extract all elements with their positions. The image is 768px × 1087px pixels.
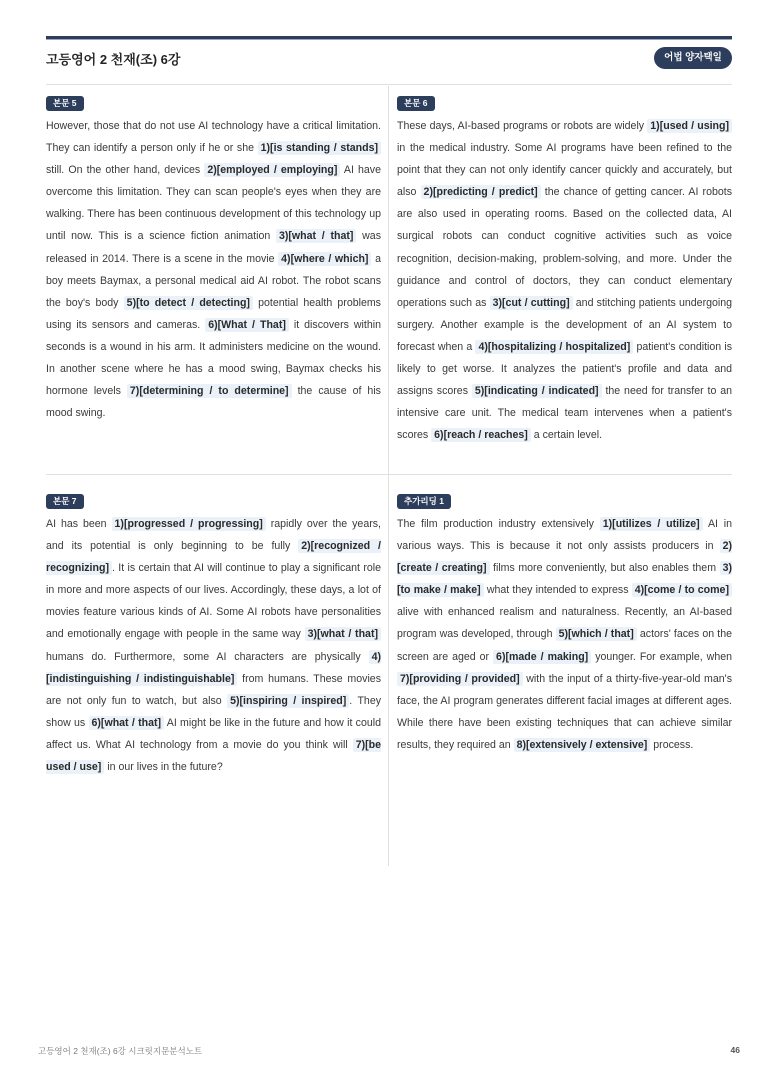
passage-text: and stitching patients undergoing surgery. Another example is the development of an AI system to forecast when a — [397, 296, 733, 353]
passage-text: actors' faces on the screen are aged or — [397, 628, 732, 663]
passage-text: . It is certain that AI will continue to play a significant role in more and more aspects of our lives. Accordingly, these days, a lot of movies feature various kinds of AI. Some AI robots have personalities and emotionally engage with people in the same way — [46, 562, 381, 641]
passage-text: in our lives in the future? — [104, 761, 223, 774]
answer-choice: 3)[cut / cutting] — [490, 296, 573, 310]
passage-text: the need for transfer to an intensive care unit. The medical team intervenes when a patient's scores — [397, 385, 732, 442]
answer-choice: 8)[extensively / extensive] — [514, 738, 651, 752]
answer-choice: 4)[hospitalizing / hospitalized] — [475, 340, 633, 354]
page-number: 46 — [730, 1045, 740, 1055]
passage-text: AI have overcome this limitation. They can scan people's eyes when they are walking. There has been continuous development of this technology up until now. This is a science fiction animation — [46, 164, 381, 243]
footer-text: 고등영어 2 천재(조) 6강 시크릿지문분석노트 — [38, 1046, 203, 1056]
section-text-6 — [397, 93, 732, 446]
passage-text: The film production industry extensively — [397, 518, 600, 530]
passage-text: patient's condition is likely to get worse. It analyzes the patient's profile and data and assigns scores — [397, 340, 733, 398]
page-title: 고등영어 2 천재(조) 6강 — [46, 52, 181, 67]
answer-choice: 1)[is standing / stands] — [258, 141, 381, 155]
passage-paragraph — [46, 513, 381, 778]
passage-text: from humans. These movies are not only fun to watch, but also — [46, 672, 381, 707]
answer-choice: 6)[made / making] — [493, 650, 591, 664]
column-divider — [388, 86, 389, 866]
section-badge: 추가리딩 1 — [397, 494, 451, 509]
passage-text: However, those that do not use AI technology have a critical limitation. They can identify a person only if he or she — [46, 120, 381, 155]
passage-text: AI in various ways. This is because it not only assists producers in — [397, 518, 733, 553]
middle-divider — [46, 474, 732, 475]
passage-text: in the medical industry. Some AI programs have been refined to the point that they can not only identify cancer quickly and accurately, but also — [397, 142, 732, 199]
passage-text: a certain level. — [530, 429, 603, 442]
answer-choice: 5)[which / that] — [556, 627, 637, 641]
passage-paragraph — [46, 115, 381, 424]
passage-paragraph — [397, 115, 732, 446]
passage-text: it discovers within seconds is a wound in his arm. It administers medicine on the wound. In another scene where he has a mood swing, Baymax checks his hormone levels — [46, 318, 381, 398]
passage-text: films more conveniently, but also enables them — [489, 562, 720, 575]
passage-text: These days, AI-based programs or robots are widely — [397, 120, 648, 132]
passage-text: AI has been — [46, 518, 112, 530]
answer-choice: 4)[where / which] — [278, 252, 371, 266]
answer-choice: 1)[used / using] — [647, 119, 732, 133]
passage-paragraph — [397, 513, 732, 756]
passage-text: the cause of his mood swing. — [46, 385, 381, 420]
passage-text: rapidly over the years, and its potential is only beginning to be fully — [46, 518, 381, 553]
answer-choice: 5)[to detect / detecting] — [124, 296, 253, 310]
answer-choice: 3)[what / that] — [305, 627, 381, 641]
answer-choice: 3)[to make / make] — [397, 562, 732, 597]
passage-text: . They show us — [46, 694, 382, 729]
passage-text: humans do. Furthermore, some AI characters are physically — [46, 650, 369, 663]
category-badge: 어법 양자택일 — [654, 47, 732, 69]
section-extra-reading-1 — [397, 491, 732, 756]
section-text-5 — [46, 93, 381, 424]
answer-choice: 5)[inspiring / inspired] — [227, 694, 349, 708]
answer-choice: 7)[be used / use] — [46, 738, 381, 774]
passage-text: still. On the other hand, devices — [46, 164, 205, 177]
section-badge: 본문 7 — [46, 494, 84, 509]
section-badge: 본문 6 — [397, 96, 435, 111]
passage-text: the chance of getting cancer. AI robots are also used in operating rooms. Based on the collected data, AI surgical robots can conduct cognitive activities such as voice recognition, decision-making, problem-solving, and more. Under the guidance and control of doctors, they can conduct elementary operations such as — [397, 186, 732, 309]
answer-choice: 6)[reach / reaches] — [431, 428, 531, 442]
section-text-7 — [46, 491, 381, 778]
answer-choice: 5)[indicating / indicated] — [472, 384, 602, 398]
passage-text: process. — [650, 738, 694, 751]
answer-choice: 1)[progressed / progressing] — [112, 517, 266, 531]
passage-text: was released in 2014. There is a scene in the movie — [46, 230, 381, 265]
passage-text: with the input of a thirty-five-year-old man's face, the AI program generates different facial images at different ages. While there have been existing techniques that can achieve similar results, they required an — [397, 672, 732, 751]
passage-text: alive with enhanced realism and naturalness. Recently, an AI-based program was developed, through — [397, 606, 732, 641]
answer-choice: 6)[what / that] — [89, 716, 165, 730]
header-rule-thin — [46, 39, 732, 40]
answer-choice: 7)[providing / provided] — [397, 672, 523, 686]
answer-choice: 2)[create / creating] — [397, 540, 732, 575]
answer-choice: 4)[indistinguishing / indistinguishable] — [46, 650, 381, 685]
passage-text: potential health problems using its sensors and cameras. — [46, 296, 381, 331]
section-badge: 본문 5 — [46, 96, 84, 111]
passage-text: what they intended to express — [483, 584, 632, 597]
top-divider — [46, 84, 732, 85]
answer-choice: 4)[come / to come] — [632, 583, 732, 597]
answer-choice: 2)[recognized / recognizing] — [46, 540, 381, 575]
passage-text: younger. For example, when — [591, 650, 732, 663]
answer-choice: 2)[employed / employing] — [204, 163, 340, 177]
answer-choice: 7)[determining / to determine] — [127, 384, 292, 398]
answer-choice: 1)[utilizes / utilize] — [600, 517, 703, 531]
answer-choice: 2)[predicting / predict] — [421, 185, 541, 199]
passage-text: a boy meets Baymax, a personal medical aid AI robot. The robot scans the boy's body — [46, 252, 381, 309]
answer-choice: 3)[what / that] — [276, 229, 356, 243]
answer-choice: 6)[What / That] — [205, 318, 289, 332]
passage-text: AI might be like in the future and how it could affect us. What AI technology from a movie do you think will — [46, 716, 381, 751]
